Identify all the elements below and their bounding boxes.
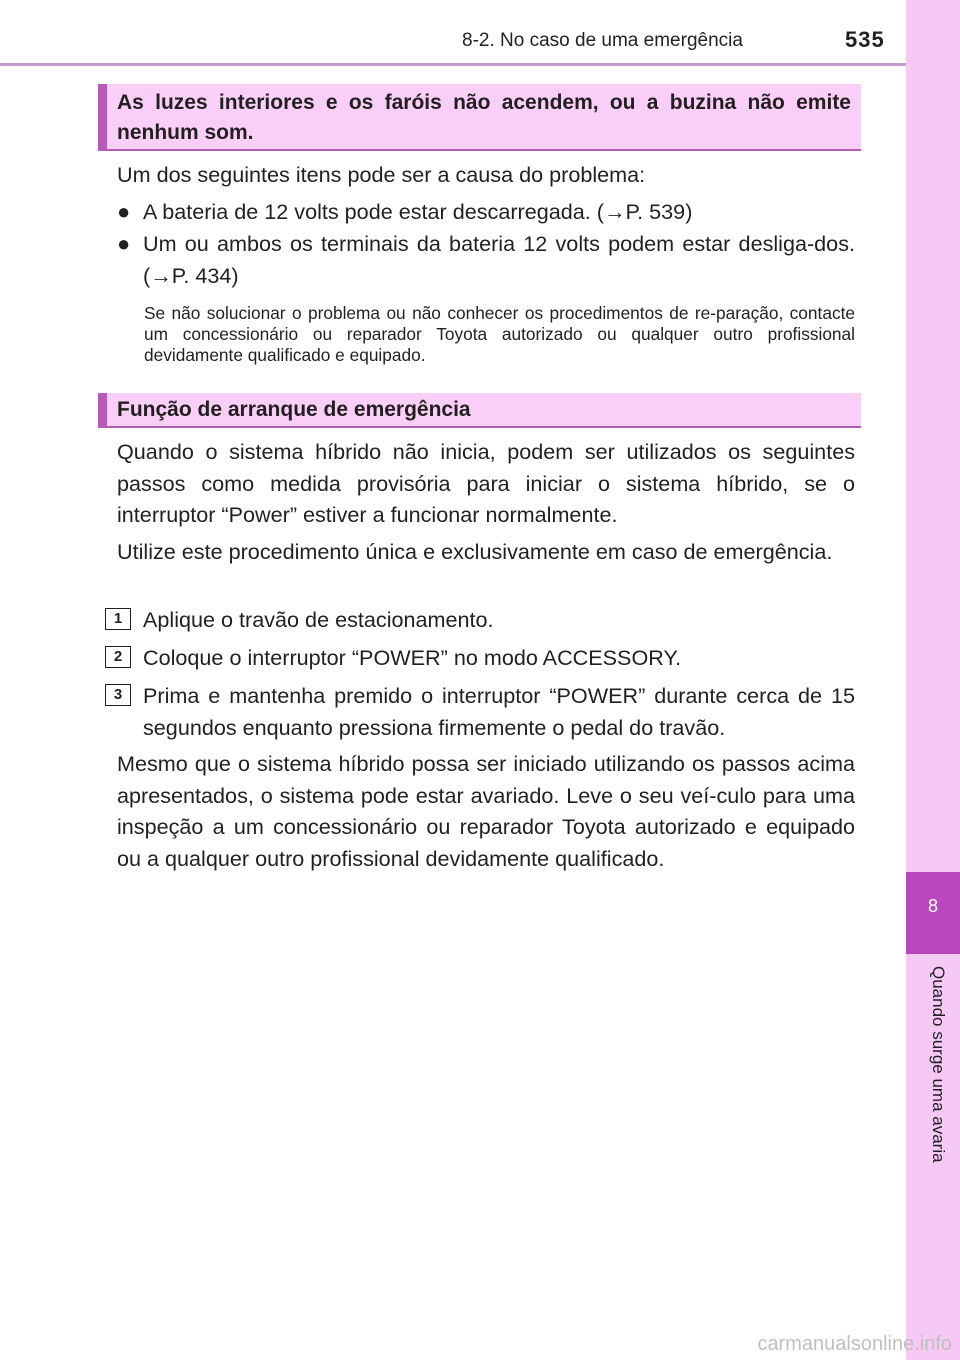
- section-title-lights: As luzes interiores e os faróis não acendem, ou a buzina não emite nenhum som.: [98, 84, 861, 151]
- step-number-badge: 3: [105, 684, 131, 706]
- step-number-badge: 1: [105, 608, 131, 630]
- step-text: Coloque o interruptor “POWER” no modo ACCESSORY.: [143, 645, 682, 670]
- chapter-title: Quando surge uma avaria: [929, 966, 948, 1163]
- step-item: [105, 680, 855, 743]
- bullet-icon: ●: [117, 231, 131, 256]
- list-item-text: Um ou ambos os terminais da bateria 12 volts podem estar desliga-dos. (→P. 434): [143, 231, 855, 288]
- chapter-number: 8: [927, 896, 938, 916]
- section-title-emergency-start: Função de arranque de emergência: [98, 393, 861, 428]
- step-text: Aplique o travão de estacionamento.: [143, 607, 494, 632]
- step-item: [105, 642, 855, 674]
- page-number: 535: [845, 27, 885, 52]
- section2-paragraph-1: Quando o sistema híbrido não inicia, podem ser utilizados os seguintes passos como medida provisória para iniciar o sistema híbrido, se o interruptor “Power” estiver a funcionar normalmente.: [117, 439, 855, 527]
- header-divider: [0, 63, 906, 66]
- step-text: Prima e mantenha premido o interruptor “POWER” durante cerca de 15 segundos enquanto pressiona firmemente o pedal do travão.: [143, 683, 855, 740]
- list-item-text: A bateria de 12 volts pode estar descarregada. (→P. 539): [143, 199, 693, 224]
- section2-paragraph-3: Mesmo que o sistema híbrido possa ser iniciado utilizando os passos acima apresentados, o sistema pode estar avariado. Leve o seu veí-culo para uma inspeção a um concessionário ou reparador Toyota autorizado e equipado ou a qualquer outro profissional devidamente qualificado.: [117, 751, 855, 871]
- step-item: [105, 604, 855, 636]
- section2-paragraph-2: Utilize este procedimento única e exclusivamente em caso de emergência.: [117, 539, 833, 564]
- list-item: [117, 228, 855, 291]
- section1-note: Se não solucionar o problema ou não conhecer os procedimentos de re-paração, contacte um concessionário ou reparador Toyota autorizado ou qualquer outro profissional devidamente qualificado e equipado.: [144, 303, 855, 365]
- header-section-title: 8-2. No caso de uma emergência: [462, 30, 743, 51]
- watermark: carmanualsonline.info: [757, 1333, 952, 1355]
- step-number-badge: 2: [105, 646, 131, 668]
- list-item: [117, 196, 855, 228]
- section1-intro: Um dos seguintes itens pode ser a causa do problema:: [117, 162, 646, 187]
- bullet-icon: ●: [117, 199, 131, 224]
